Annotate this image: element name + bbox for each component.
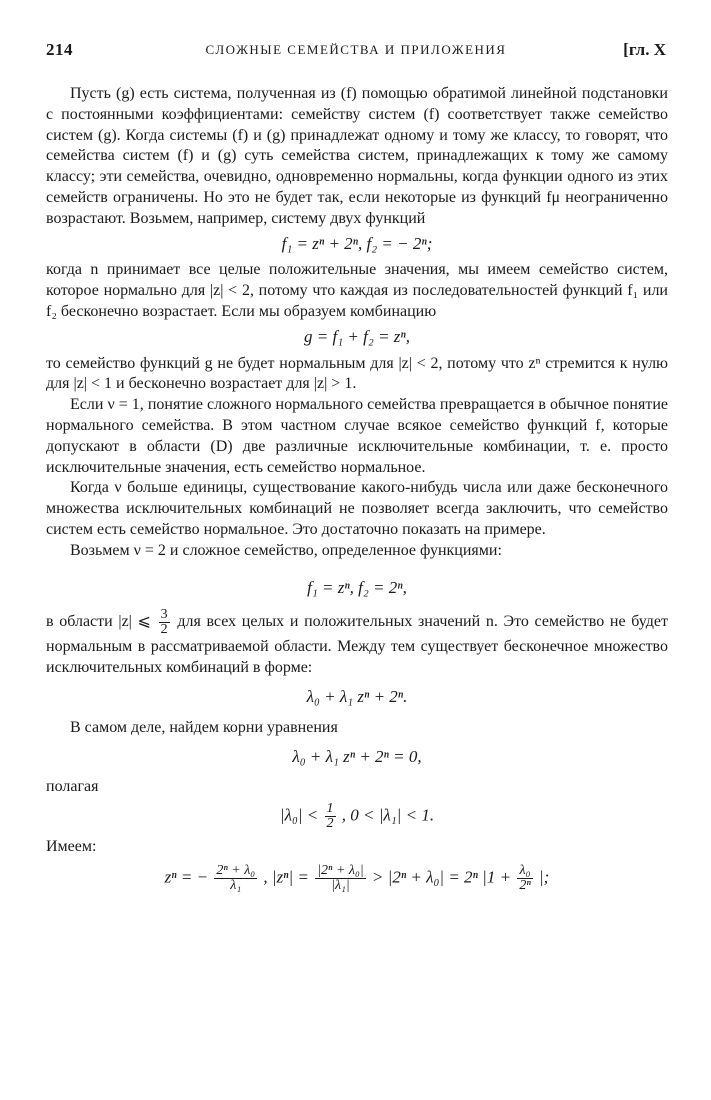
equation-7-part-b: , |zⁿ| = <box>263 867 309 887</box>
chapter-marker: [гл. X <box>623 40 666 59</box>
paragraph-2: когда n принимает все целые положительные значения, мы имеем семейство систем, которое нормально для |z| < 2, потому что каждая из последовательностей функций f₁ или f₂ бесконечно возрастает. Если мы образуем комбинацию <box>46 261 668 320</box>
fraction-denominator: 2ⁿ <box>519 877 531 893</box>
page-number: 214 <box>46 40 73 59</box>
paragraph-7 <box>46 608 668 679</box>
fraction-denominator: 2 <box>160 622 168 638</box>
fraction-denominator: 2 <box>326 816 334 832</box>
equation-6-right: , 0 < |λ₁| < 1. <box>341 805 435 825</box>
equation-7-part-c: > |2ⁿ + λ₀| = 2ⁿ |1 + <box>371 867 512 887</box>
fraction-numerator: λ₀ <box>517 864 532 879</box>
fraction-denominator: |λ₁| <box>331 877 350 893</box>
paragraph-7-end: для всех целых и положительных значений n. Это семейство не будет нормальным в рассматриваемой области. Между тем существует бесконечное множество исключительных комбинаций в форме: <box>46 613 669 677</box>
fraction-a <box>214 864 257 893</box>
equation-5: λ₀ + λ₁ zⁿ + 2ⁿ = 0, <box>292 746 422 766</box>
fraction-c <box>517 864 532 893</box>
paragraph-1: Пусть (g) есть система, полученная из (f) помощью обратимой линейной подстановки с постоянными коэффициентами: семейству систем (f) соответствует также семейство систем (g). Когда системы (f) и (g) принадлежат одному и тому же классу, то говорят, что семейства систем (f) и (g) суть семейства систем, принадлежащих к тому же самому классу; эти семейства, очевидно, одновременно нормальны, когда функции одного из этих семейств ограничены. Но это не будет так, если некоторые из функций fμ неограниченно возрастают. Возьмем, например, систему двух функций <box>46 85 668 227</box>
fraction-b <box>315 864 365 893</box>
fraction-numerator: 2ⁿ + λ₀ <box>216 862 256 878</box>
paragraph-6: Возьмем ν = 2 и сложное семейство, определенное функциями: <box>70 541 502 559</box>
fraction-numerator: 3 <box>160 607 168 623</box>
fraction-numerator: |2ⁿ + λ₀| <box>317 862 364 878</box>
equation-6-left: |λ₀| < <box>279 805 319 825</box>
fraction-denominator: λ₁ <box>230 877 242 893</box>
equation-6 <box>46 802 668 831</box>
fraction-one-half <box>325 802 336 831</box>
equation-4: λ₀ + λ₁ zⁿ + 2ⁿ. <box>306 686 408 706</box>
paragraph-3: то семейство функций g не будет нормальным для |z| < 2, потому что zⁿ стремится к нулю для |z| < 1 и бесконечно возрастает для |z| > 1. <box>46 354 668 393</box>
fraction-three-halves <box>159 608 170 637</box>
paragraph-4: Если ν = 1, понятие сложного нормального семейства превращается в обычное понятие нормального семейства. В этом частном случае всякое семейство функций f, которые допускают в области (D) две различные исключительные комбинации, т. е. просто исключительные значения, есть семейство нормальное. <box>46 396 668 476</box>
equation-2: g = f₁ + f₂ = zⁿ, <box>304 326 410 346</box>
equation-3: f₁ = zⁿ, f₂ = 2ⁿ, <box>307 577 407 597</box>
running-title: СЛОЖНЫЕ СЕМЕЙСТВА И ПРИЛОЖЕНИЯ <box>205 42 507 57</box>
equation-7-part-a: zⁿ = − <box>164 867 209 887</box>
equation-7-part-d: |; <box>538 867 550 887</box>
paragraph-9: полагая <box>46 778 99 796</box>
paragraph-10: Имеем: <box>46 838 97 856</box>
paragraph-8: В самом деле, найдем корни уравнения <box>70 718 338 736</box>
paragraph-7-start: в области |z| ⩽ <box>46 613 151 631</box>
page-body <box>46 84 668 903</box>
running-header <box>46 40 666 66</box>
fraction-numerator: 1 <box>326 801 334 817</box>
paragraph-5: Когда ν больше единицы, существование какого-нибудь числа или даже бесконечного множества исключительных комбинаций не позволяет всегда заключить, что семейство систем есть семейство нормальное. Это достаточно показать на примере. <box>46 479 668 538</box>
equation-1: f₁ = zⁿ + 2ⁿ, f₂ = − 2ⁿ; <box>281 233 433 253</box>
equation-7 <box>46 864 668 893</box>
